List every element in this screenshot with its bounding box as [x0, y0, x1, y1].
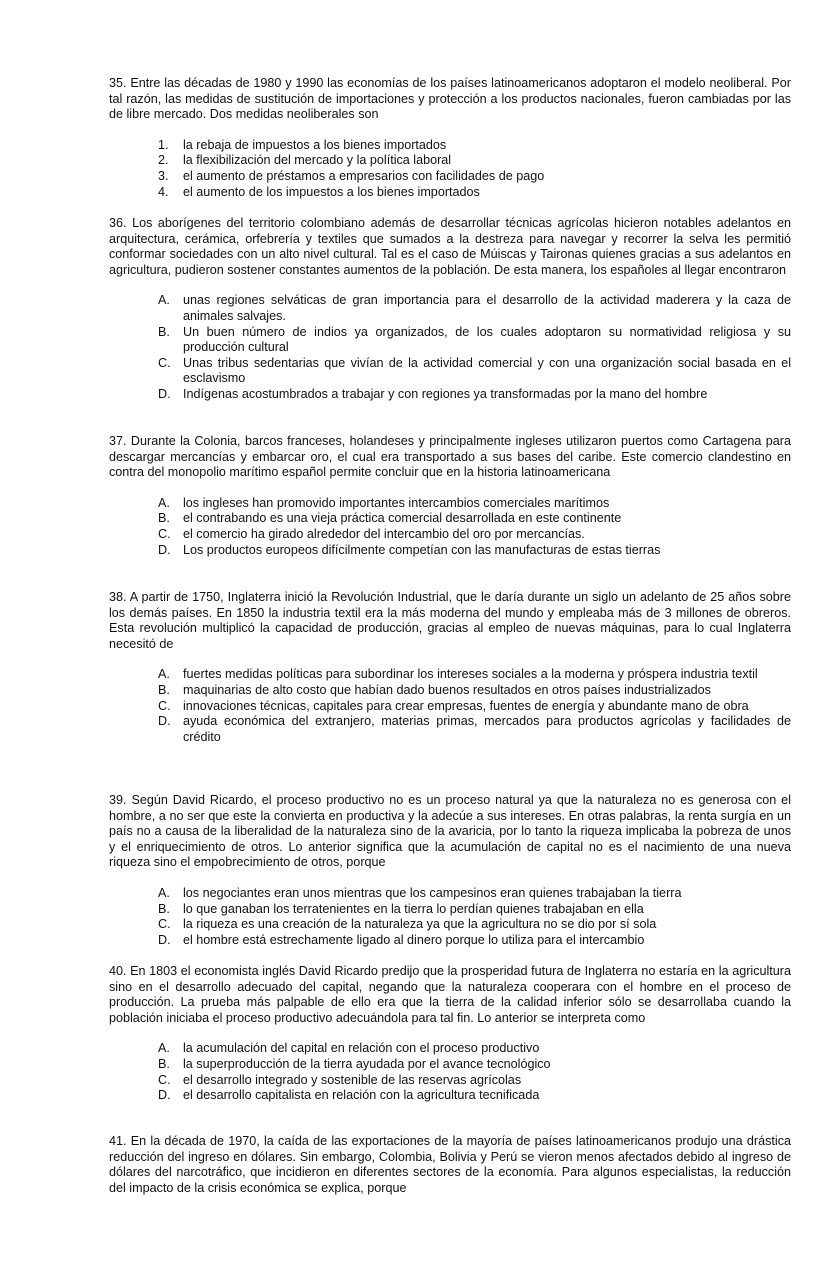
option-text: maquinarias de alto costo que habían dado buenos resultados en otros países industrializados: [183, 682, 711, 697]
option-text: el aumento de préstamos a empresarios con facilidades de pago: [183, 168, 545, 183]
option-text: los negociantes eran unos mientras que los campesinos eran quienes trabajaban la tierra: [183, 885, 682, 900]
option-label: C.: [158, 526, 171, 541]
option-a: [109, 886, 791, 902]
option-text: el comercio ha girado alrededor del intercambio del oro por mercancías.: [183, 526, 585, 541]
option-label: B.: [158, 1056, 170, 1071]
option-label: 4.: [158, 184, 169, 199]
option-text: Indígenas acostumbrados a trabajar y con regiones ya transformadas por la mano del hombre: [183, 386, 708, 401]
option-text: la riqueza es una creación de la naturaleza ya que la agricultura no se dio por sí sola: [183, 917, 657, 932]
option-d: [109, 933, 791, 949]
question-stem: 41. En la década de 1970, la caída de las exportaciones de la mayoría de países latinoamericanos produjo una drástica reducción del ingreso en dólares. Sin embargo, Colombia, Bolivia y Perú se vieron menos afectados debido al ingreso de dólares del narcotráfico, que incidieron en diferentes sectores de la economía. Para algunos especialistas, la reducción del impacto de la crisis económica se explica, porque: [109, 1134, 791, 1195]
question-40: [109, 964, 791, 1104]
question-stem: 35. Entre las décadas de 1980 y 1990 las economías de los países latinoamericanos adoptaron el modelo neoliberal. Por tal razón, las medidas de sustitución de importaciones y protección a los productos nacionales, fueron cambiadas por las de libre mercado. Dos medidas neoliberales son: [109, 76, 791, 122]
question-38: [109, 590, 791, 745]
option-label: D.: [158, 386, 171, 401]
option-a: [109, 496, 791, 512]
options-list: [109, 138, 791, 200]
option-text: Unas tribus sedentarias que vivían de la actividad comercial y con una organización social basada en el esclavismo: [183, 355, 791, 386]
option-text: el contrabando es una vieja práctica comercial desarrollada en este continente: [183, 511, 622, 526]
option-text: la superproducción de la tierra ayudada por el avance tecnológico: [183, 1056, 551, 1071]
options-list: [109, 886, 791, 948]
option-text: el desarrollo capitalista en relación con la agricultura tecnificada: [183, 1088, 540, 1103]
option-label: B.: [158, 324, 170, 339]
option-label: C.: [158, 917, 171, 932]
option-text: la acumulación del capital en relación con el proceso productivo: [183, 1041, 540, 1056]
option-b: [109, 1057, 791, 1073]
options-list: [109, 293, 791, 402]
option-text: unas regiones selváticas de gran importancia para el desarrollo de la actividad maderera y la caza de animales salvajes.: [183, 293, 791, 323]
option-text: Un buen número de indios ya organizados, de los cuales adoptaron su normatividad religiosa y su producción cultural: [183, 324, 791, 355]
option-label: B.: [158, 901, 170, 916]
question-stem: 40. En 1803 el economista inglés David Ricardo predijo que la prosperidad futura de Inglaterra no estaría en la agricultura sino en el desarrollo adecuado del capital, negando que la naturaleza cooperara con el hombre en el proceso de producción. La prueba más palpable de ello era que la tierra de la calidad inferior sólo se desarrollaba cuando la población iniciaba el proceso productivo adecuándola para tal fin. Lo anterior se interpreta como: [109, 964, 791, 1025]
option-d: [109, 543, 791, 559]
option-c: [109, 527, 791, 543]
option-b: [109, 511, 791, 527]
option-a: [109, 1041, 791, 1057]
option-label: C.: [158, 355, 171, 370]
option-label: C.: [158, 1072, 171, 1087]
question-stem: 37. Durante la Colonia, barcos franceses, holandeses y principalmente ingleses utilizaron puertos como Cartagena para descargar mercancías y embarcar oro, el cual era transportado a sus bases del caribe. Este comercio clandestino en contra del monopolio marítimo español permite concluir que en la historia latinoamericana: [109, 434, 791, 480]
question-stem: 39. Según David Ricardo, el proceso productivo no es un proceso natural ya que la naturaleza no es generosa con el hombre, a no ser que este la convierta en productiva y la adecúe a sus intereses. En otras palabras, la renta surgía en un país no a causa de la liberalidad de la naturaleza sino de la avaricia, por lo tanto la riqueza implicaba la pobreza de unos y el enriquecimiento de otros. Lo anterior significa que la acumulación de capital no es el nacimiento de una nueva riqueza sino el empobrecimiento de otros, porque: [109, 793, 791, 870]
option-text: el desarrollo integrado y sostenible de las reservas agrícolas: [183, 1072, 522, 1087]
option-3: [109, 169, 791, 185]
option-label: D.: [158, 1088, 171, 1103]
option-b: [109, 683, 791, 699]
option-label: C.: [158, 698, 171, 713]
question-39: [109, 793, 791, 948]
question-35: [109, 76, 791, 200]
option-label: A.: [158, 885, 170, 900]
option-label: A.: [158, 1041, 170, 1056]
option-d: [109, 714, 791, 745]
option-c: [109, 356, 791, 387]
option-c: [109, 1073, 791, 1089]
option-label: 1.: [158, 137, 169, 152]
option-text: el hombre está estrechamente ligado al dinero porque lo utiliza para el intercambio: [183, 932, 645, 947]
options-list: [109, 496, 791, 558]
option-text: fuertes medidas políticas para subordinar los intereses sociales a la moderna y próspera industria textil: [183, 667, 758, 682]
option-label: B.: [158, 511, 170, 526]
option-label: A.: [158, 495, 170, 510]
option-b: [109, 325, 791, 356]
option-label: B.: [158, 682, 170, 697]
option-a: [109, 293, 791, 324]
question-36: [109, 216, 791, 403]
option-b: [109, 902, 791, 918]
options-list: [109, 1041, 791, 1103]
option-label: 2.: [158, 153, 169, 168]
option-text: lo que ganaban los terratenientes en la tierra lo perdían quienes trabajaban en ella: [183, 901, 644, 916]
option-text: el aumento de los impuestos a los bienes importados: [183, 184, 480, 199]
option-label: D.: [158, 714, 171, 729]
option-label: 3.: [158, 168, 169, 183]
option-label: A.: [158, 293, 170, 308]
option-text: la flexibilización del mercado y la política laboral: [183, 153, 452, 168]
option-c: [109, 917, 791, 933]
option-text: ayuda económica del extranjero, materias primas, mercados para productos agrícolas y facilidades de crédito: [183, 714, 791, 744]
option-label: D.: [158, 932, 171, 947]
option-d: [109, 1088, 791, 1104]
option-c: [109, 699, 791, 715]
question-37: [109, 434, 791, 558]
options-list: [109, 667, 791, 745]
option-a: [109, 667, 791, 683]
question-stem: 38. A partir de 1750, Inglaterra inició la Revolución Industrial, que le daría durante un siglo un adelanto de 25 años sobre los demás países. En 1850 la industria textil era la más moderna del mundo y empleaba más de 3 millones de obreros. Esta revolución multiplicó la capacidad de producción, gracias al empleo de nuevas máquinas, para lo cual Inglaterra necesitó de: [109, 590, 791, 651]
option-1: [109, 138, 791, 154]
option-2: [109, 153, 791, 169]
option-text: los ingleses han promovido importantes intercambios comerciales marítimos: [183, 495, 610, 510]
question-41: [109, 1134, 791, 1196]
option-text: la rebaja de impuestos a los bienes importados: [183, 137, 447, 152]
option-text: Los productos europeos difícilmente competían con las manufacturas de estas tierras: [183, 542, 661, 557]
option-label: A.: [158, 667, 170, 682]
option-4: [109, 185, 791, 201]
option-text: innovaciones técnicas, capitales para crear empresas, fuentes de energía y abundante mano de obra: [183, 698, 749, 713]
option-label: D.: [158, 542, 171, 557]
option-d: [109, 387, 791, 403]
question-stem: 36. Los aborígenes del territorio colombiano además de desarrollar técnicas agrícolas hicieron notables adelantos en arquitectura, cerámica, orfebrería y textiles que sumados a la destreza para navegar y recorrer la selva les permitió conformar sociedades con un alto nivel cultural. Tal es el caso de Múiscas y Taironas quienes gracias a sus adelantos en agricultura, pudieron sostener constantes aumentos de la población. De esta manera, los españoles al llegar encontraron: [109, 216, 791, 277]
